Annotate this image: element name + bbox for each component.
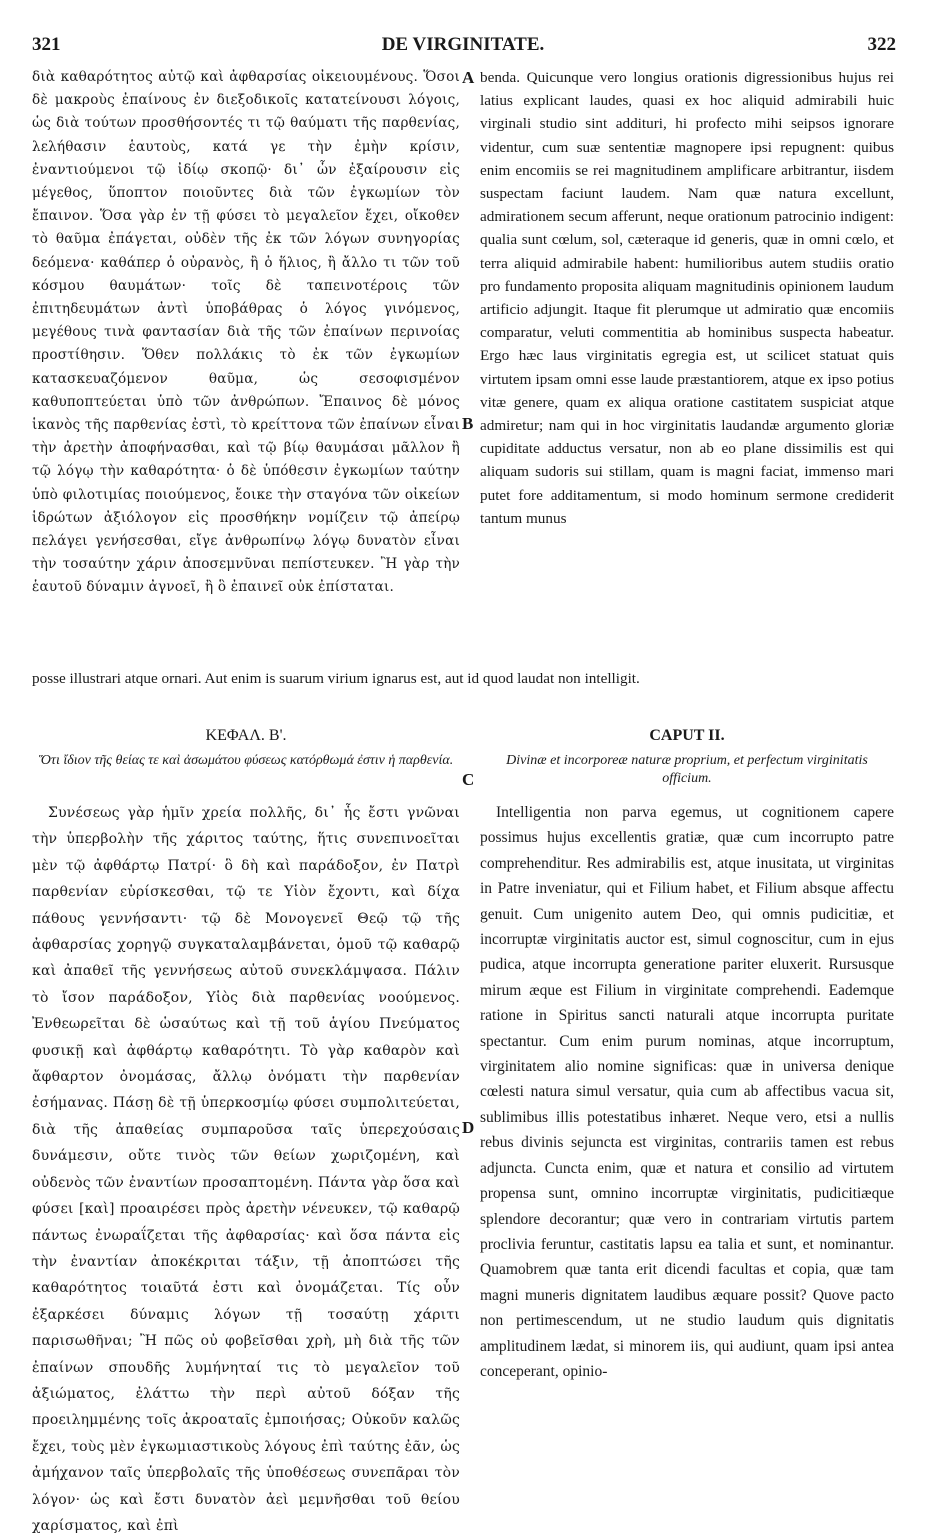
latin-paragraph-1: benda. Quicunque vero longius orationis digressionibus hujus rei latius explicant laudes, quasi ex hoc aliquid admirabili huic virginali studio sint addituri, hi profecto mihi seipsos ignorare videntur, cum suæ sententiæ magnopere ipsi repugnent: quibus enim encomiis se rei magnitudinem amplificare arbitrantur, iisdem suspectam faciunt laudem. Nam quæ natura excellunt, admirationem secum afferunt, neque orationum patrocinio indigent: qualia sunt cœlum, sol, cæteraque id generis, quæ in omni cœlo, et terra aliquid admirabile habent: humilioribus autem studiis oratio pro fundamento proposita aliquam magnitudinis opinionem laudum artificio adjungit. Itaque fit plerumque ut admiratio quæ encomiis comparatur, veluti commentitia ab hominibus suspecta habeatur. Ergo hæc laus virginitatis egregia est, ut scilicet statuat quis virtutem ipsam omni esse laude præstantiorem, atque ex ipso potius vitæ genere, quam ex aliqua oratione castitatem suspiciat atque admiretur; nam qui in hoc virginitatis laudandæ argumento gloriæ cupiditate adductus versatur, non ab eo plane dissimilis est qui aliquam sudoris sui stillam, quam is magni faciat, immenso mari putet fore additamentum, si modo hominum sermone crediderit tantum munus bbox=[480, 69, 894, 527]
greek-paragraph-1: διὰ καθαρότητος αὐτῷ καὶ ἀφθαρσίας οἰκειουμένους. Ὅσοι δὲ μακροὺς ἐπαίνους ἐν διεξοδικοῖς κατατείνουσι λόγοις, ὡς διὰ τούτων προσθήσοντές τι τῷ θαύματι τῆς παρθενίας, λελήθασιν ἑαυτοὺς, κατά γε τὴν ἐμὴν κρίσιν, ἐναντιούμενοι τῷ ἰδίῳ σκοπῷ· δι᾽ ὧν ἐξαίρουσιν εἰς μέγεθος, ὕποπτον ποιοῦντες διὰ τῶν ἐγκωμίων τὸν ἔπαινον. Ὅσα γὰρ ἐν τῇ φύσει τὸ μεγαλεῖον ἔχει, οἴκοθεν τὸ θαῦμα ἐπάγεται, οὐδὲν τῆς ἐκ τῶν λόγων συνηγορίας δεόμενα· καθάπερ ὁ οὐρανὸς, ἢ ὁ ἥλιος, ἢ ἄλλο τι τῶν τοῦ κόσμου θαυμάτων· τοῖς δὲ ταπεινοτέροις τῶν ἐπιτηδευμάτων ἀντὶ ὑποβάθρας ὁ λόγος γινόμενος, μεγέθους τινὰ φαντασίαν διὰ τῆς τῶν ἐπαίνων περινοίας προστίθησιν. Ὅθεν πολλάκις τὸ ἐκ τῶν ἐγκωμίων κατασκευαζόμενον θαῦμα, ὡς σεσοφισμένον καθυποπτεύεται ὑπὸ τῶν ἀνθρώπων. Ἔπαινος δὲ μόνος ἱκανὸς τῆς παρθενίας ἐστὶ, τὸ κρείττονα τῶν ἐπαίνων εἶναι τὴν ἀρετὴν ἀποφήνασθαι, καὶ τῷ βίῳ θαυμάσαι μᾶλλον ἢ τῷ λόγῳ τὴν καθαρότητα· ὁ δὲ ὑπόθεσιν ἐγκωμίων ταύτην ὑπὸ φιλοτιμίας ποιούμενος, ἔοικε τὴν σταγόνα τῶν οἰκείων ἱδρώτων ἀξιόλογον εἰς προσθήκην νομίζειν τῷ ἀπείρῳ πελάγει γενήσεσθαι, εἴγε ἀνθρωπίνῳ λόγῳ δυνατὸν εἶναι τὴν τοσαύτην χάριν ἀποσεμνῦναι πεπίστευκεν. Ἢ γὰρ τὴν ἑαυτοῦ δύναμιν ἀγνοεῖ, ἢ ὃ ἐπαινεῖ οὐκ ἐπίσταται. bbox=[32, 69, 460, 596]
latin-continuation: posse illustrari atque ornari. Aut enim is suarum virium ignarus est, aut id quod laudat non intelligit. bbox=[32, 670, 640, 687]
latin-paragraph-2: Intelligentia non parva egemus, ut cognitionem capere possimus hujus excellentis gratiæ, quæ cum incorrupto patre comprehenditur. Res admirabilis est, atque inusitata, ut virginitas in Patre inveniatur, qui et Filium habet, et Filium absque affectu genuit. Cum unigenito autem Deo, qui omnis pudicitiæ, et incorruptæ virginitatis auctor est, simul cognoscitur, cum in ejus pudica, atque incorrupta generatione pariter eluxerit. Rursusque mirum æque est Filium in virginitate comprehendi. Eademque ratione in Spiritus sancti naturali atque incorrupta puritate spectantur. Cum enim purum nominas, atque incorruptum, virginitatem alio nomine significas: quæ in universa denique cœlesti natura simul versatur, quia cum ab affectibus vacua sit, sublimibus illis potestatibus inhæret. Neque vero, etsi a nullis rebus divinis sejuncta est virginitas, contrariis tamen est rebus adjuncta. Cuncta enim, quæ et natura et consilio ad virtutem propensa sunt, omnino incorruptæ virginitatis, pudicitiæque splendore decorantur; quæ vero in contrariam virtutis partem proclivia feruntur, castitatis lapsu ea talia et sunt, et nominantur. Quamobrem quæ tanta erit dicendi facultas et copia, quæ tam magni muneris dignitatem laudibus æquare possit? Quove pacto non pertimescendum, ut ne studio laudum quis dignitatis amplitudinem lædat, si minorem iis, qui audiunt, quam ipsi antea conceperant, opinio- bbox=[480, 804, 894, 1380]
latin-chapter-subtitle: Divinæ et incorporeæ naturæ proprium, et perfectum virginitatis officium. bbox=[506, 753, 868, 786]
greek-paragraph-2: Συνέσεως γὰρ ἡμῖν χρεία πολλῆς, δι᾽ ἧς ἔστι γνῶναι τὴν ὑπερβολὴν τῆς χάριτος ταύτης, ἥτις συνεπινοεῖται μὲν τῷ ἀφθάρτῳ Πατρί· ὃ δὴ καὶ παράδοξον, ἐν Πατρὶ παρθενίαν εὑρίσκεσθαι, τῷ τε Υἱὸν ἔχοντι, καὶ δίχα πάθους γεννήσαντι· τῷ δὲ Μονογενεῖ Θεῷ τῷ τῆς ἀφθαρσίας χορηγῷ συγκαταλαμβάνεται, ὁμοῦ τῷ καθαρῷ καὶ ἀπαθεῖ τῆς γεννήσεως αὐτοῦ συνεκλάμψασα. Πάλιν τὸ ἴσον παράδοξον, Υἱὸς διὰ παρθενίας νοούμενος. Ἐνθεωρεῖται δὲ ὡσαύτως καὶ τῇ τοῦ ἁγίου Πνεύματος φυσικῇ καὶ ἀφθάρτῳ καθαρότητι. Τὸ γὰρ καθαρὸν καὶ ἄφθαρτον ὀνομάσας, ἄλλῳ ὀνόματι τὴν παρθενίαν ἐσήμανας. Πάσῃ δὲ τῇ ὑπερκοσμίῳ φύσει συμπολιτεύεται, διὰ τῆς ἀπαθείας συμπαροῦσα ταῖς ὑπερεχούσαις δυνάμεσιν, οὔτε τινὸς τῶν θείων χωριζομένη, καὶ οὐδενὸς τῶν ἐναντίων προσαπτομένη. Πάντα γὰρ ὅσα καὶ φύσει [καὶ] προαιρέσει πρὸς ἀρετὴν νένευκεν, τῷ καθαρῷ πάντως ἐνωραΐζεται τῆς ἀφθαρσίας· καὶ ὅσα πάντα εἰς τὴν ἐναντίαν ἀποκέκριται τάξιν, τῇ ἀποπτώσει τῆς καθαρότητος τοιαῦτά ἐστι καὶ ὀνομάζεται. Τίς οὖν ἐξαρκέσει δύναμις λόγων τῇ τοσαύτῃ χάριτι παρισωθῆναι; Ἢ πῶς οὐ φοβεῖσθαι χρὴ, μὴ διὰ τῆς τῶν ἐπαίνων σπουδῆς λυμήνηταί τις τὸ μεγαλεῖον τοῦ ἀξιώματος, ἐλάττω τὴν περὶ αὐτοῦ δόξαν τῆς προειλημμένης τοῖς ἀκροαταῖς ἐμποιήσας; Οὐκοῦν καλῶς ἔχει, τοὺς μὲν ἐγκωμιαστικοὺς λόγους ἐπὶ ταύτης ἐᾶν, ὡς ἀμήχανον ταῖς ὑπερβολαῖς τῆς ὑποθέσεως συνεπᾶραι τὸν λόγον· ὡς καὶ ἔστι δυνατὸν ἀεὶ μεμνῆσθαι τοῦ θείου χαρίσματος, καὶ ἐπὶ bbox=[32, 805, 460, 1534]
greek-chapter-subtitle: Ὅτι ἴδιον τῆς θείας τε καὶ ἀσωμάτου φύσεως κατόρθωμά ἐστιν ἡ παρθενία. bbox=[38, 753, 454, 768]
page-number-right: 322 bbox=[867, 34, 896, 55]
running-header bbox=[0, 34, 926, 64]
margin-mark-b: B bbox=[462, 414, 474, 433]
full-width-line bbox=[32, 668, 894, 690]
latin-column-bottom bbox=[480, 800, 894, 1495]
greek-column-top bbox=[32, 66, 460, 672]
latin-chapter-heading: CAPUT II. bbox=[649, 727, 725, 744]
margin-mark-c: C bbox=[462, 770, 475, 789]
latin-column-top bbox=[480, 66, 894, 672]
greek-chapter-heading: ΚΕΦΑΛ. Β'. bbox=[205, 727, 287, 744]
margin-mark-a: A bbox=[462, 68, 475, 87]
running-title: DE VIRGINITATE. bbox=[381, 34, 545, 55]
page-number-left: 321 bbox=[32, 34, 61, 55]
margin-mark-d: D bbox=[462, 1118, 475, 1137]
greek-column-bottom bbox=[32, 800, 460, 1534]
